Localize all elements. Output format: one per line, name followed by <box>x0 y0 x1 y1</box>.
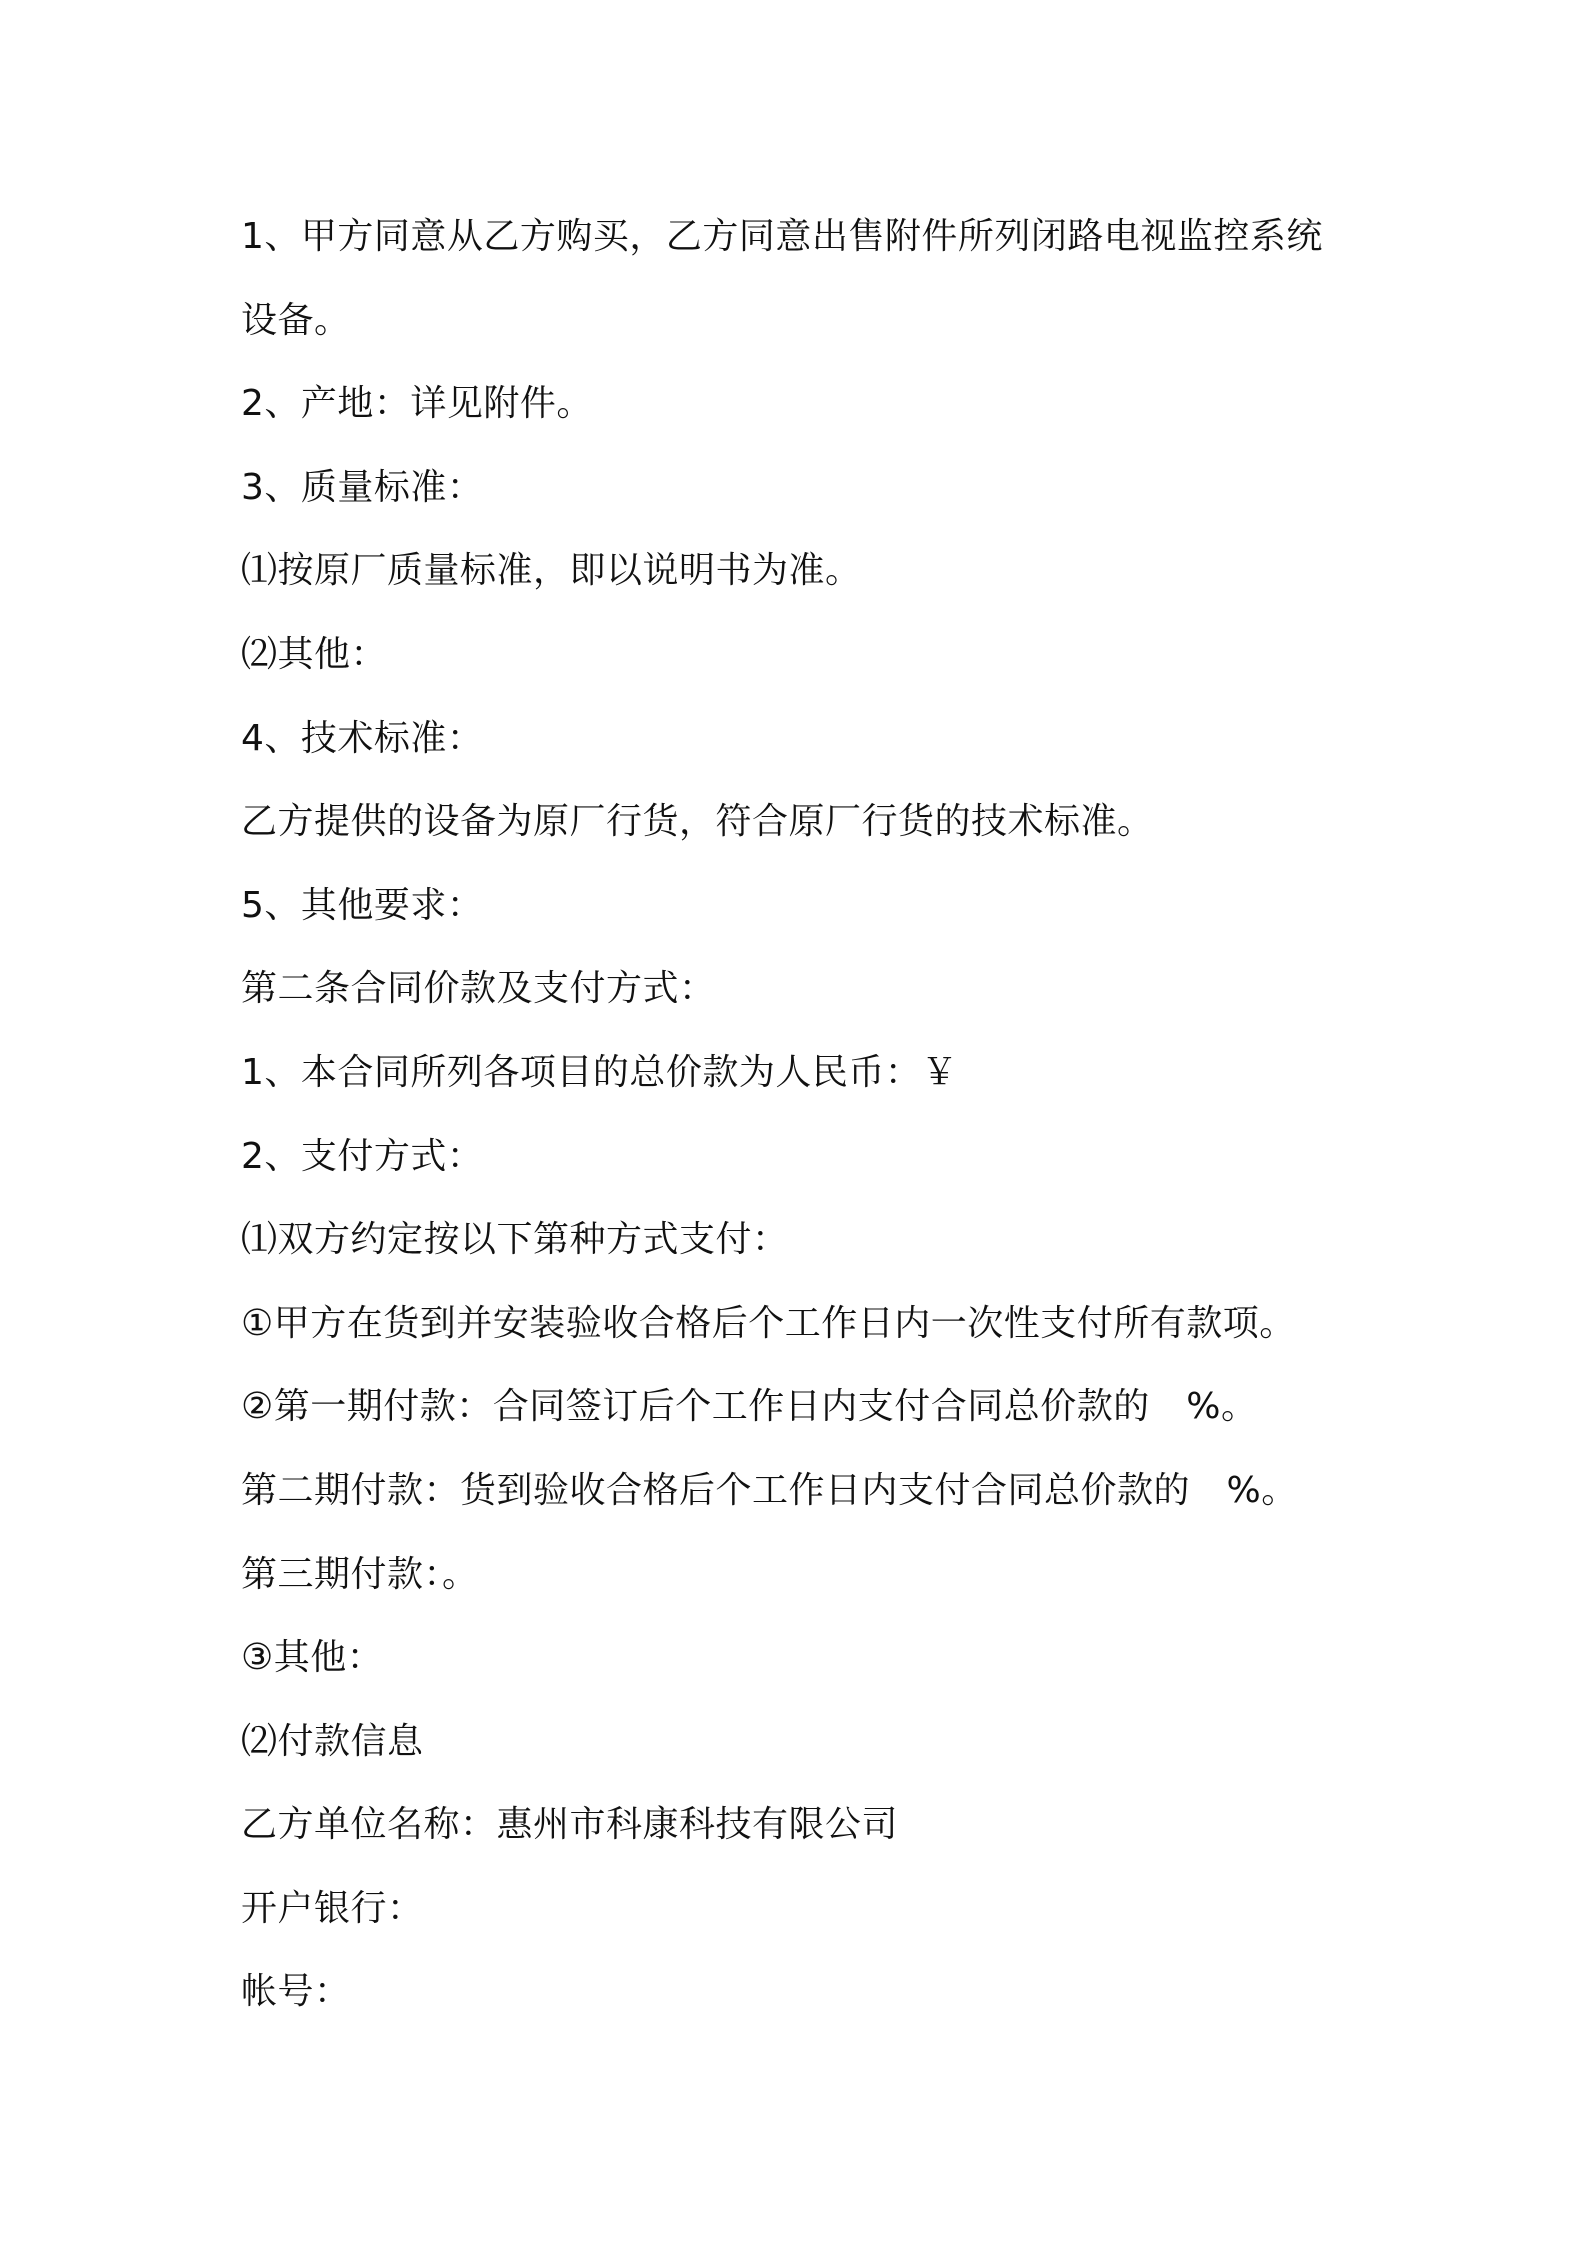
payment-option-1: ①甲方在货到并安装验收合格后个工作日内一次性支付所有款项。 <box>241 1302 1296 1344</box>
clause-1-purchase: 1、甲方同意从乙方购买，乙方同意出售附件所列闭路电视监控系统 <box>241 216 1323 257</box>
account-number: 帐号： <box>241 1971 351 2013</box>
payment-option-2-third: 第三期付款：。 <box>241 1553 479 1595</box>
payment-option-2-first: ②第一期付款：合同签订后个工作日内支付合同总价款的 %。 <box>241 1386 1258 1428</box>
quality-item-2: ⑵其他： <box>241 633 388 675</box>
payment-option-2-second: 第二期付款：货到验收合格后个工作日内支付合同总价款的 %。 <box>241 1469 1298 1511</box>
quality-item-1: ⑴按原厂质量标准，即以说明书为准。 <box>241 550 862 592</box>
payment-method-heading: 2、支付方式： <box>241 1135 484 1177</box>
total-price: 1、本合同所列各项目的总价款为人民币：￥ <box>241 1051 958 1093</box>
clause-4-tech-heading: 4、技术标准： <box>241 717 484 759</box>
clause-2-origin: 2、产地：详见附件。 <box>241 383 593 425</box>
payment-info-heading: ⑵付款信息 <box>241 1720 424 1762</box>
tech-standard-text: 乙方提供的设备为原厂行货，符合原厂行货的技术标准。 <box>241 801 1154 843</box>
payment-option-intro: ⑴双方约定按以下第种方式支付： <box>241 1219 789 1261</box>
clause-3-quality-heading: 3、质量标准： <box>241 466 484 508</box>
bank-name: 开户银行： <box>241 1887 424 1929</box>
clause-1-continuation: 设备。 <box>241 299 351 341</box>
clause-5-other: 5、其他要求： <box>241 884 484 926</box>
document-body <box>241 195 1361 2034</box>
article-2-heading: 第二条合同价款及支付方式： <box>241 968 716 1010</box>
party-b-name: 乙方单位名称：惠州市科康科技有限公司 <box>241 1804 899 1846</box>
payment-option-3: ③其他： <box>241 1637 384 1679</box>
